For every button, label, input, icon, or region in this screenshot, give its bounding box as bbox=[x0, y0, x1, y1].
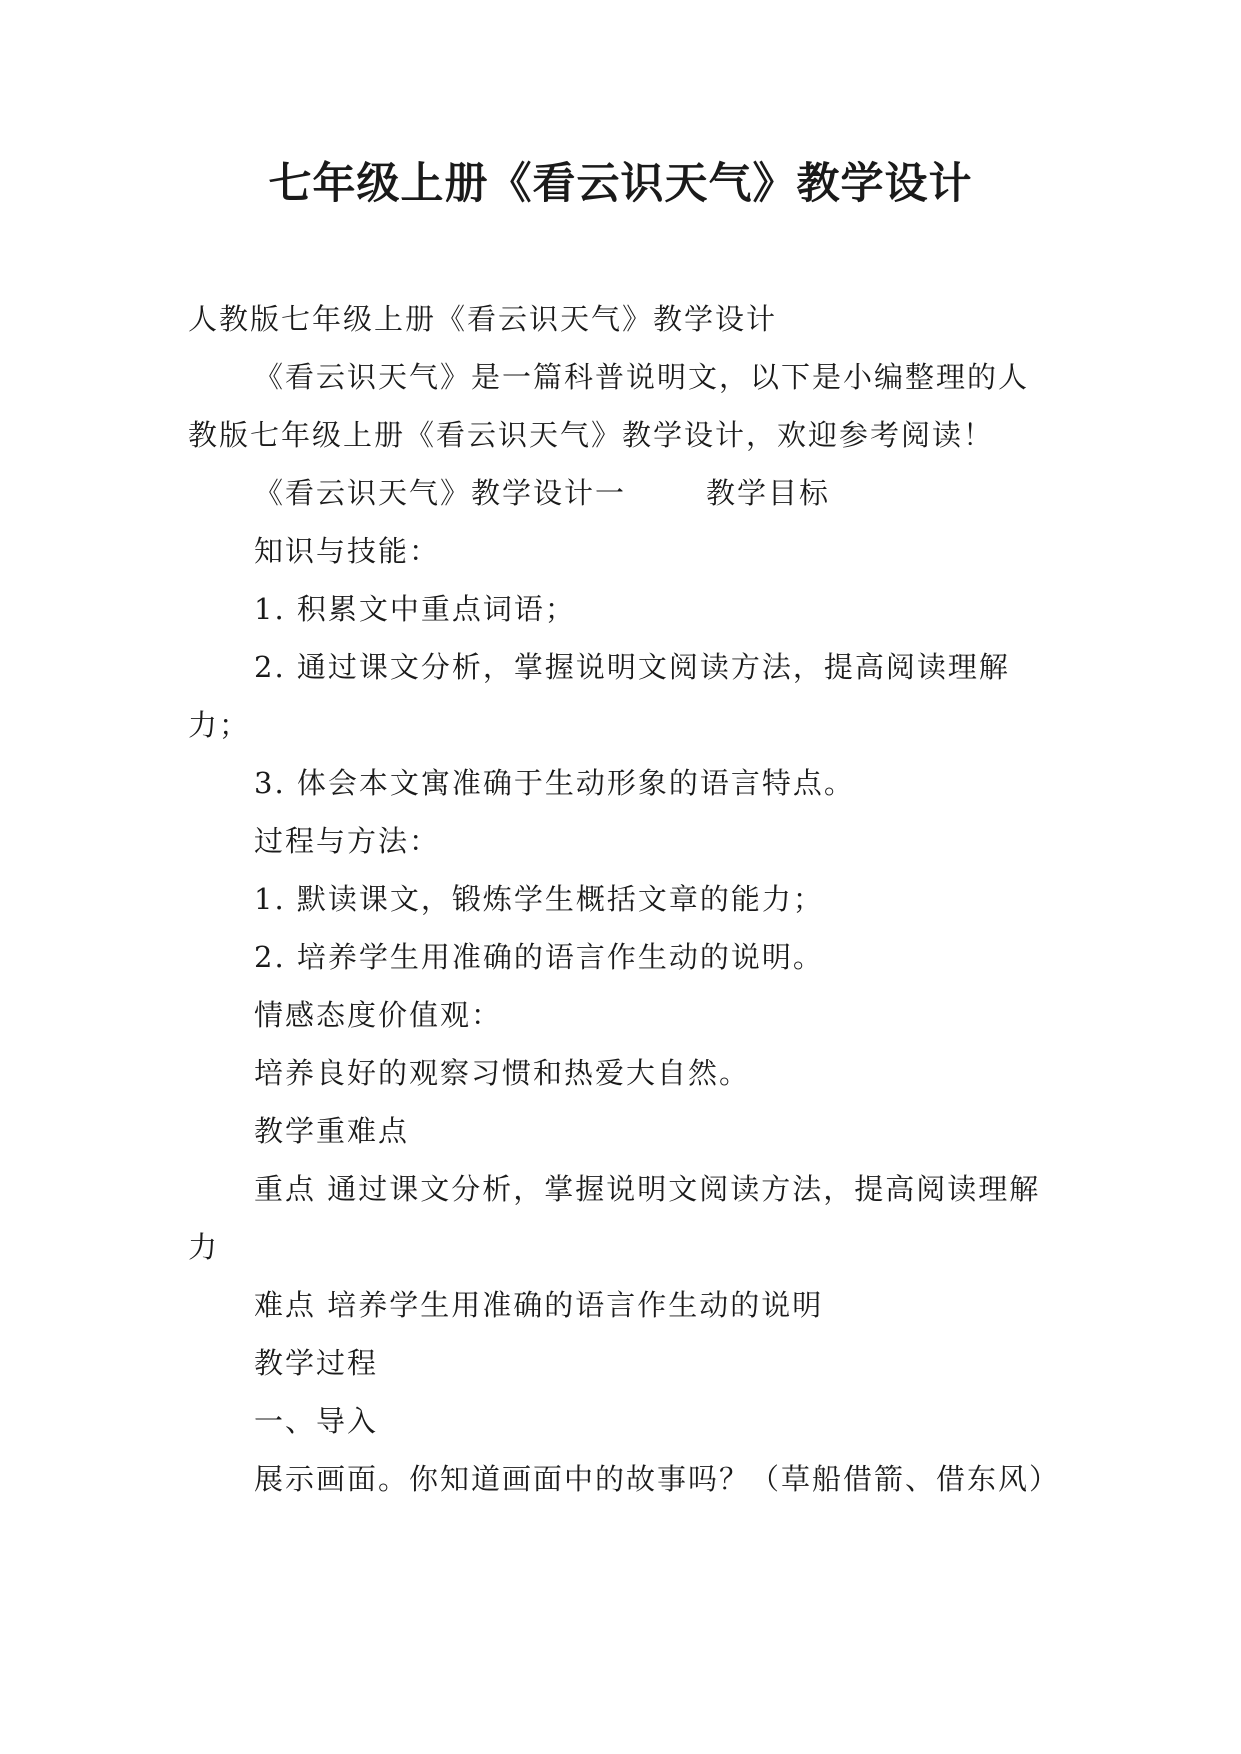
knowledge-item-3: 3. 体会本文寓准确于生动形象的语言特点。 bbox=[254, 766, 855, 800]
document-subtitle: 人教版七年级上册《看云识天气》教学设计 bbox=[188, 302, 778, 336]
process-item-1: 1. 默读课文，锻炼学生概括文章的能力； bbox=[254, 882, 824, 916]
teaching-goals-label: 教学目标 bbox=[706, 476, 831, 510]
key-point: 重点 通过课文分析，掌握说明文阅读方法，提高阅读理解力 bbox=[188, 1172, 1041, 1264]
step1-heading: 一、导入 bbox=[254, 1404, 379, 1438]
emotion-heading: 情感态度价值观： bbox=[254, 998, 503, 1032]
knowledge-item-2: 2. 通过课文分析，掌握说明文阅读方法，提高阅读理解力； bbox=[188, 650, 1010, 742]
process-item-2: 2. 培养学生用准确的语言作生动的说明。 bbox=[254, 940, 824, 974]
document-body bbox=[188, 290, 1061, 1508]
difficult-point: 难点 培养学生用准确的语言作生动的说明 bbox=[254, 1288, 824, 1322]
section-heading-line bbox=[188, 464, 1048, 522]
knowledge-heading: 知识与技能： bbox=[254, 534, 441, 568]
section-label: 《看云识天气》教学设计一 bbox=[254, 476, 627, 510]
process-heading: 过程与方法： bbox=[254, 824, 441, 858]
knowledge-item-1: 1. 积累文中重点词语； bbox=[254, 592, 576, 626]
intro-paragraph: 《看云识天气》是一篇科普说明文，以下是小编整理的人教版七年级上册《看云识天气》教学设计，欢迎参考阅读！ bbox=[188, 360, 1030, 452]
key-difficult-heading: 教学重难点 bbox=[254, 1114, 410, 1148]
step1-text: 展示画面。你知道画面中的故事吗？（草船借箭、借东风） bbox=[254, 1462, 1061, 1496]
teaching-process-heading: 教学过程 bbox=[254, 1346, 379, 1380]
emotion-text: 培养良好的观察习惯和热爱大自然。 bbox=[254, 1056, 751, 1090]
document-title: 七年级上册《看云识天气》教学设计 bbox=[268, 159, 973, 209]
